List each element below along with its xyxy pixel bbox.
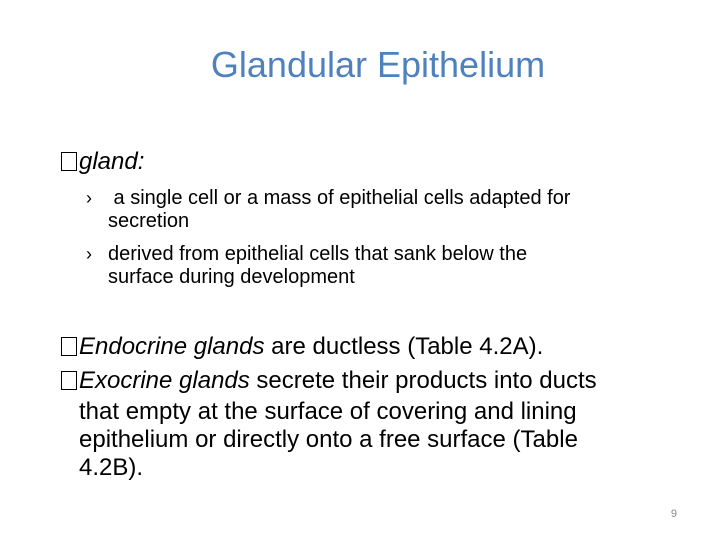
sub-item-1-line2: secretion [108, 210, 190, 232]
sub-item-1-line1: a single cell or a mass of epithelial cells adapted for [108, 187, 571, 209]
sub-bullet-2 [86, 243, 527, 266]
page-number: 9 [670, 508, 677, 520]
sub-item-2-line2: surface during development [108, 266, 355, 288]
endocrine-bullet [61, 333, 543, 361]
exocrine-line-2: that empty at the surface of covering and lining [79, 398, 577, 425]
sub-item-2-line1: derived from epithelial cells that sank below the [108, 243, 528, 265]
exocrine-term: Exocrine glands [79, 367, 250, 394]
slide-title: Glandular Epithelium [210, 44, 546, 85]
chevron-right-icon: › [86, 244, 92, 264]
endocrine-term: Endocrine glands [79, 333, 265, 360]
gland-term: gland: [79, 148, 145, 175]
exocrine-line-4: 4.2B). [79, 454, 144, 481]
exocrine-line-3: epithelium or directly onto a free surface (Table [79, 426, 578, 453]
chevron-right-icon: › [86, 188, 92, 208]
bullet-box-icon [61, 337, 77, 356]
endocrine-text: are ductless (Table 4.2A). [264, 333, 544, 360]
exocrine-text: secrete their products into ducts [249, 367, 597, 394]
bullet-box-icon [61, 371, 77, 390]
sub-bullet-1 [86, 187, 570, 210]
gland-bullet [61, 148, 144, 176]
exocrine-bullet [61, 367, 597, 395]
bullet-box-icon [61, 152, 77, 171]
